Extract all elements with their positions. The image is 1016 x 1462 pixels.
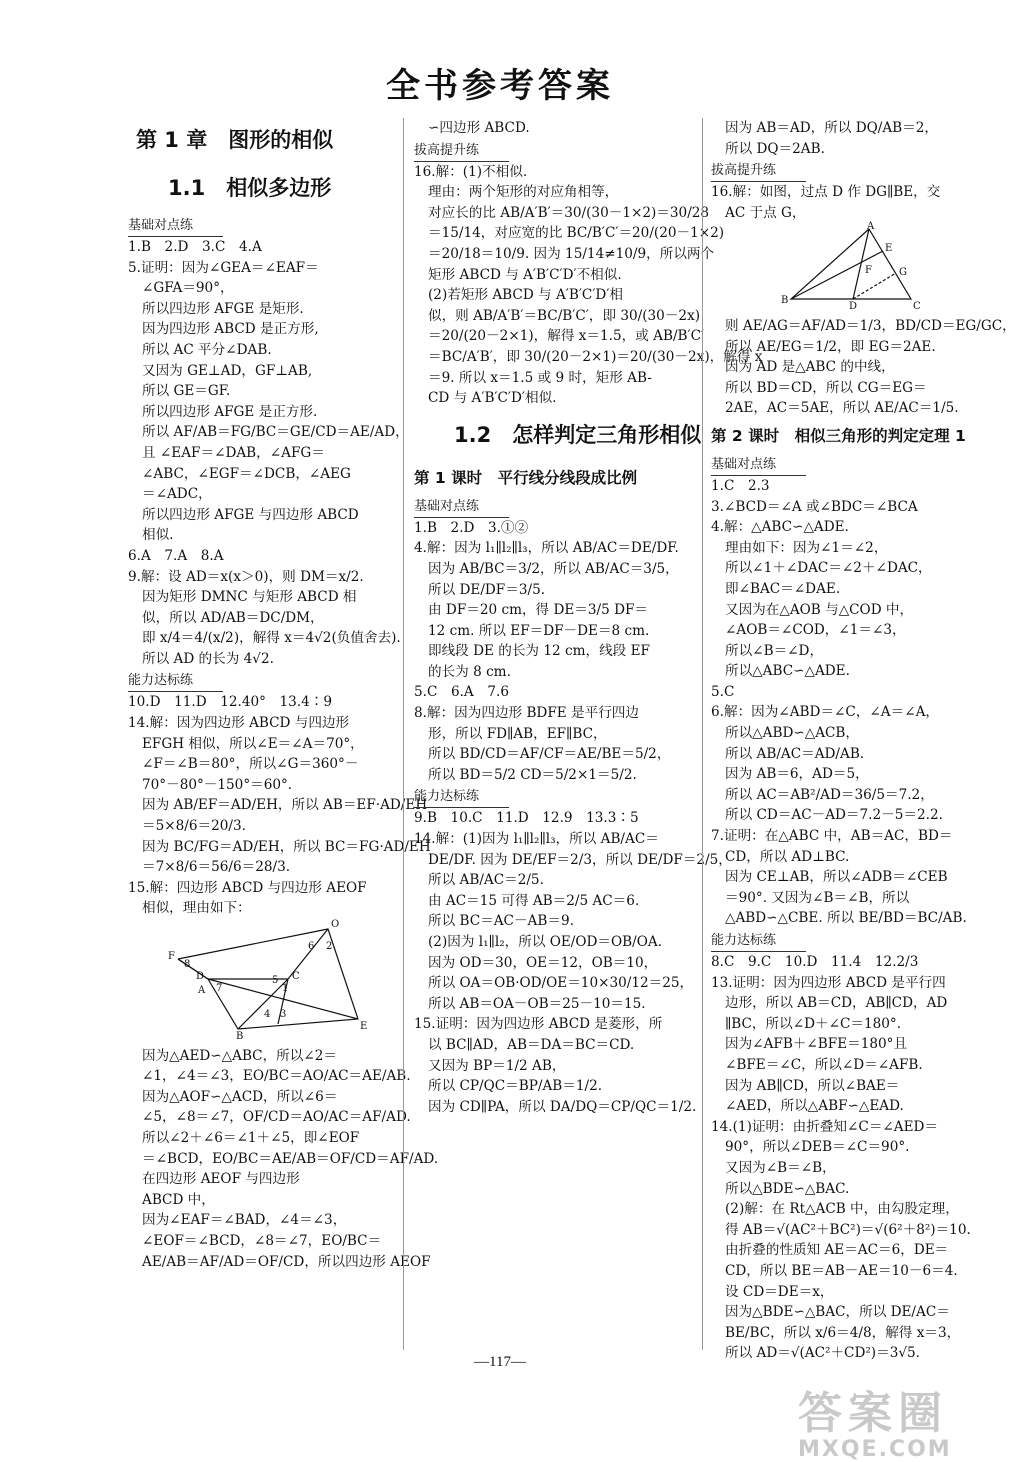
page-number: —117—: [474, 1354, 526, 1370]
triangle-figure: [781, 221, 931, 313]
answer-line: 6.解：因为∠ABD＝∠C，∠A＝∠A，: [711, 704, 940, 721]
watermark-logo: [798, 1390, 998, 1462]
answer-line: 1.C 2.3: [711, 477, 770, 494]
answer-line: ∠5，∠8＝∠7，OF/CD＝AO/AC＝AF/AD.: [142, 1109, 411, 1126]
quadrilateral-figure: [168, 919, 368, 1042]
answer-line: 的长为 8 cm.: [428, 663, 511, 680]
answer-line: ＝9. 所以 x＝1.5 或 9 时，矩形 AB-: [428, 369, 652, 386]
answer-line: 矩形 ABCD 与 A′B′C′D′不相似.: [428, 266, 622, 283]
answer-line: 所以 BD/CD＝AF/CF＝AE/BE＝5/2，: [428, 746, 671, 763]
subsection-heading: 基础对点练: [711, 455, 806, 476]
figure-label: B: [236, 1031, 244, 1042]
answer-line: 似，则 AB/A′B′＝BC/B′C′，即 30/(30－2x): [428, 307, 701, 324]
answer-line: 13.证明：因为四边形 ABCD 是平行四: [711, 974, 946, 991]
answer-line: 因为 AD 是△ABC 的中线，: [725, 359, 895, 376]
answer-line: 所以△ABC∽△ADE.: [725, 663, 850, 680]
answer-line: 14.(1)证明：由折叠知∠C＝∠AED＝: [711, 1118, 939, 1135]
answer-line: ∠AED，所以△ABF∽△EAD.: [725, 1098, 904, 1115]
answer-line: 似，所以 AD/AB＝DC/DM，: [142, 609, 324, 626]
figure: [711, 223, 989, 316]
answer-line: ∠1，∠4＝∠3，EO/BC＝AO/AC＝AE/AB.: [142, 1068, 411, 1085]
answer-line: 即 x/4＝4/(x/2)，解得 x＝4√2(负值舍去).: [142, 630, 401, 647]
answer-line: ABCD 中，: [142, 1191, 215, 1208]
figure-label: 2: [326, 941, 333, 952]
answer-line: 又因为在△AOB 与△COD 中，: [725, 601, 914, 618]
answer-line: 得 AB＝√(AC²＋BC²)＝√(6²＋8²)＝10.: [725, 1221, 971, 1238]
answer-line: EFGH 相似，所以∠E＝∠A＝70°，: [142, 735, 364, 752]
watermark-url: MXQE.COM: [798, 1437, 952, 1462]
answer-line: ∠AOB＝∠COD，∠1＝∠3，: [725, 622, 906, 639]
figure-label: 7: [216, 983, 223, 994]
answer-line: 对应长的比 AB/A′B′＝30/(30－1×2)＝30/28: [428, 204, 710, 221]
answer-line: 即线段 DE 的长为 12 cm，线段 EF: [428, 643, 650, 660]
answer-line: 相似.: [142, 527, 174, 544]
subsection-heading: 能力达标练: [414, 787, 509, 808]
lesson-heading: 第 1 课时 平行线分线段成比例: [414, 468, 638, 487]
answer-line: 16.解：(1)不相似.: [414, 163, 528, 180]
answer-line: 所以△BDE∽△BAC.: [725, 1180, 850, 1197]
answer-line: BE/BC，所以 x/6＝4/8，解得 x＝3，: [725, 1324, 961, 1341]
answer-line: 因为∠EAF＝∠BAD，∠4＝∠3，: [142, 1212, 347, 1229]
answer-line: △ABD∽△CBE. 所以 BE/BD＝BC/AB.: [725, 910, 967, 927]
answer-line: ＝∠BCD，EO/BC＝AE/AB＝OF/CD＝AF/AD.: [142, 1150, 439, 1167]
answer-line: 所以∠1＋∠DAC＝∠2＋∠DAC，: [725, 560, 932, 577]
answer-line: 设 CD＝DE＝x，: [725, 1283, 834, 1300]
figure-label: D: [196, 971, 205, 982]
figure-label: 3: [280, 1009, 287, 1020]
answer-line: ＝20/(20－2×1)，解得 x＝1.5，或 AB/B′C′: [428, 328, 705, 345]
answer-line: AE/AB＝AF/AD＝OF/CD，所以四边形 AEOF: [142, 1253, 431, 1270]
answer-line: (2)解：在 Rt△ACB 中，由勾股定理，: [725, 1201, 959, 1218]
figure-label: 1: [282, 983, 289, 994]
answer-line: 因为 CE⊥AB，所以∠ADB＝∠CEB: [725, 869, 948, 886]
answer-line: 90°，所以∠DEB＝∠C＝90°.: [725, 1139, 910, 1156]
answer-line: (2)若矩形 ABCD 与 A′B′C′D′相: [428, 287, 623, 304]
answer-line: 因为 AB/BC＝3/2，所以 AB/AC＝3/5，: [428, 560, 679, 577]
answer-line: 所以 CP/QC＝BP/AB＝1/2.: [428, 1078, 603, 1095]
answer-line: 因为△BDE∽△BAC，所以 DE/AC＝: [725, 1304, 950, 1321]
answer-line: 因为矩形 DMNC 与矩形 ABCD 相: [142, 589, 357, 606]
answer-line: ∠GFA＝90°，: [142, 280, 234, 297]
answer-line: 所以 OA＝OB·OD/OE＝10×30/12＝25，: [428, 975, 694, 992]
answer-line: 又因为 GE⊥AD，GF⊥AB,: [142, 362, 313, 379]
answer-line: 14.解：(1)因为 l₁∥l₂∥l₃，所以 AB/AC＝: [414, 831, 659, 848]
answer-line: 由 AC＝15 可得 AB＝2/5 AC＝6.: [428, 892, 640, 909]
answer-line: 所以 AE/EG＝1/2，即 EG＝2AE.: [725, 338, 936, 355]
figure-label: G: [899, 267, 907, 279]
figure-label: E: [885, 243, 893, 255]
answer-line: 7.证明：在△ABC 中，AB＝AC，BD＝: [711, 828, 953, 845]
answer-line: 理由如下：因为∠1＝∠2，: [725, 539, 888, 556]
subsection-heading: 能力达标练: [711, 931, 806, 952]
answer-line: 又因为∠B＝∠B，: [725, 1159, 836, 1176]
subsection-heading: 拔高提升练: [711, 161, 806, 182]
figure-label: B: [781, 295, 789, 307]
chapter-heading: 第 1 章 图形的相似: [136, 128, 334, 152]
answer-line: ＝20/18＝10/9. 因为 15/14≠10/9，所以两个: [428, 245, 715, 262]
answer-line: 5.C 6.A 7.6: [414, 684, 509, 701]
answer-line: 所以 GE＝GF.: [142, 383, 231, 400]
answer-line: 因为△AED∽△ABC，所以∠2＝: [142, 1047, 337, 1064]
answer-line: 理由：两个矩形的对应角相等，: [428, 184, 619, 201]
answer-line: 16.解：如图，过点 D 作 DG∥BE，交: [711, 184, 941, 201]
answer-line: 所以 DE/DF＝3/5.: [428, 581, 546, 598]
answer-line: 以 BC∥AD，AB＝DA＝BC＝CD.: [428, 1036, 635, 1053]
answer-line: 1.B 2.D 3.①②: [414, 519, 529, 536]
answer-line: ∽四边形 ABCD.: [428, 120, 530, 136]
answer-line: ∥BC，所以∠D＋∠C＝180°.: [725, 1015, 902, 1032]
answer-line: ∠F＝∠B＝80°，所以∠G＝360°－: [142, 756, 359, 773]
answer-line: 9.B 10.C 11.D 12.9 13.3∶5: [414, 810, 639, 827]
answer-line: 1.B 2.D 3.C 4.A: [128, 239, 262, 255]
answer-line: 因为 OD＝30，OE＝12，OB＝10，: [428, 954, 658, 971]
answer-line: 所以 CD＝AC－AD＝7.2－5＝2.2.: [725, 807, 943, 824]
answer-line: 2AE，AC＝5AE，所以 AE/AC＝1/5.: [725, 400, 959, 417]
answer-line: 5.证明：因为∠GEA＝∠EAF＝: [128, 259, 319, 276]
subsection-heading: 能力达标练: [128, 671, 223, 692]
subsection-heading: 拔高提升练: [414, 141, 509, 162]
answer-line: 由折叠的性质知 AE＝AC＝6，DE＝: [725, 1242, 949, 1259]
answer-line: ＝7×8/6＝56/6＝28/3.: [142, 859, 291, 876]
answer-line: 所以 AD＝√(AC²＋CD²)＝3√5.: [725, 1345, 920, 1362]
answer-line: 所以 BD＝5/2 CD＝5/2×1＝5/2.: [428, 766, 637, 783]
answer-line: 8.解：因为四边形 BDFE 是平行四边: [414, 705, 639, 722]
answer-line: 12 cm. 所以 EF＝DF－DE＝8 cm.: [428, 622, 650, 639]
figure-label: 8: [184, 959, 191, 970]
watermark-text: 答案圈: [798, 1388, 948, 1439]
answer-line: 所以四边形 AFGE 是正方形.: [142, 403, 318, 420]
answer-line: 4.解：因为 l₁∥l₂∥l₃，所以 AB/AC＝DE/DF.: [414, 540, 679, 557]
answer-line: 70°－80°－150°＝60°.: [142, 776, 293, 793]
answer-line: 6.A 7.A 8.A: [128, 547, 224, 564]
answer-line: ∠ABC，∠EGF＝∠DCB，∠AEG: [142, 465, 351, 482]
answer-line: 所以四边形 AFGE 是矩形.: [142, 300, 304, 317]
answer-line: 因为△AOF∽△ACD，所以∠6＝: [142, 1088, 338, 1105]
figure-label: A: [198, 985, 206, 996]
figure-label: 4: [264, 1009, 271, 1020]
answer-line: ＝5×8/6＝20/3.: [142, 818, 246, 835]
section-heading: 1.1 相似多边形: [168, 176, 332, 200]
column-3: [711, 118, 1016, 1364]
answer-line: 所以∠2＋∠6＝∠1＋∠5，即∠EOF: [142, 1129, 360, 1146]
answer-line: 8.C 9.C 10.D 11.4 12.2/3: [711, 954, 919, 970]
answer-line: 相似，理由如下：: [142, 900, 251, 917]
column-divider: [702, 118, 703, 1350]
answer-line: 且 ∠EAF＝∠DAB，∠AFG＝: [142, 444, 325, 461]
answer-line: 所以四边形 AFGE 与四边形 ABCD: [142, 506, 359, 523]
answer-line: 在四边形 AEOF 与四边形: [142, 1171, 300, 1188]
figure-label: F: [865, 265, 872, 277]
answer-line: 3.∠BCD＝∠A 或∠BDC＝∠BCA: [711, 498, 918, 515]
answer-line: 15.解：四边形 ABCD 与四边形 AEOF: [128, 879, 367, 896]
answer-line: ＝90°. 又因为∠B＝∠B，所以: [725, 889, 910, 906]
answer-line: 形，所以 FD∥AB，EF∥BC，: [428, 725, 607, 742]
answer-line: 边形，所以 AB＝CD，AB∥CD，AD: [725, 995, 948, 1012]
answer-line: CD 与 A′B′C′D′相似.: [428, 390, 557, 407]
answer-line: 因为四边形 ABCD 是正方形,: [142, 321, 319, 338]
answer-line: 所以△ABD∽△ACB，: [725, 725, 859, 742]
answer-line: CD，所以 AD⊥BC.: [725, 848, 850, 865]
answer-line: 所以 AB＝OA－OB＝25－10＝15.: [428, 995, 646, 1012]
answer-line: 因为 AB∥CD，所以∠BAE＝: [725, 1077, 900, 1094]
column-1: [128, 118, 439, 1272]
lesson-heading: 第 2 课时 相似三角形的判定定理 1: [711, 426, 966, 445]
answer-line: 因为 AB/EF＝AD/EH，所以 AB＝EF·AD/EH: [142, 797, 428, 814]
subsection-heading: 基础对点练: [414, 497, 509, 518]
answer-line: 10.D 11.D 12.40° 13.4∶9: [128, 694, 333, 711]
answer-line: 15.证明：因为四边形 ABCD 是菱形，所: [414, 1016, 663, 1033]
answer-line: 又因为 BP＝1/2 AB，: [428, 1057, 566, 1074]
answer-line: 所以 AC＝AB²/AD＝36/5＝7.2，: [725, 786, 934, 803]
answer-line: (2)因为 l₁∥l₂，所以 OE/OD＝OB/OA.: [428, 934, 663, 950]
figure-label: 6: [308, 941, 315, 952]
answer-line: ∠BFE＝∠C，所以∠D＝∠AFB.: [725, 1056, 923, 1073]
figure-label: A: [867, 221, 875, 233]
figure-label: C: [913, 301, 921, 313]
answer-line: 因为∠AFB＋∠BFE＝180°且: [725, 1036, 908, 1053]
figure-label: D: [849, 301, 858, 313]
figure-label: F: [168, 951, 175, 962]
answer-line: 14.解：因为四边形 ABCD 与四边形: [128, 715, 350, 732]
answer-line: AC 于点 G，: [725, 204, 806, 221]
answer-line: 因为 CD∥PA，所以 DA/DQ＝CP/QC＝1/2.: [428, 1098, 697, 1115]
figure-label: E: [360, 1021, 368, 1032]
answer-line: 所以 AB/AC＝2/5.: [428, 872, 544, 889]
answer-line: ＝∠ADC，: [142, 486, 212, 503]
answer-line: 因为 AB＝6，AD＝5，: [725, 766, 869, 783]
answer-line: ∠EOF＝∠BCD，∠8＝∠7，EO/BC＝: [142, 1232, 382, 1249]
figure-label: 5: [272, 975, 279, 986]
answer-line: 所以 AB/AC＝AD/AB.: [725, 745, 865, 762]
answer-line: CD，所以 BE＝AB－AE＝10－6＝4.: [725, 1262, 958, 1279]
answer-line: 则 AE/AG＝AF/AD＝1/3，BD/CD＝EG/GC，: [725, 317, 1016, 334]
answer-line: 所以 AD 的长为 4√2.: [142, 650, 274, 667]
answer-line: 由 DF＝20 cm，得 DE＝3/5 DF＝: [428, 602, 649, 619]
answer-line: 所以 AC 平分∠DAB.: [142, 341, 272, 358]
page-title: 全书参考答案: [386, 66, 614, 106]
answer-line: 所以 DQ＝2AB.: [725, 140, 825, 157]
answer-line: 所以∠B＝∠D，: [725, 642, 824, 659]
figure: [128, 919, 392, 1046]
figure-label: C: [292, 971, 300, 982]
figure-label: O: [331, 919, 340, 930]
answer-line: DE/DF. 因为 DE/EF＝2/3，所以 DE/DF＝2/5，: [428, 851, 732, 868]
answer-line: 9.解：设 AD＝x(x＞0)，则 DM＝x/2.: [128, 568, 364, 585]
section-heading: 1.2 怎样判定三角形相似: [454, 422, 702, 447]
answer-line: 因为 BC/FG＝AD/EH，所以 BC＝FG·AD/EH: [142, 838, 431, 855]
answer-line: 所以 BC＝AC－AB＝9.: [428, 913, 574, 930]
answer-line: ＝15/14，对应宽的比 BC/B′C′＝20/(20－1×2): [428, 225, 725, 242]
answer-line: 即∠BAC＝∠DAE.: [725, 580, 841, 597]
answer-line: 所以 AF/AB＝FG/BC＝GE/CD＝AE/AD，: [142, 424, 409, 441]
answer-line: 所以 BD＝CD，所以 CG＝EG＝: [725, 379, 927, 396]
answer-line: 4.解：△ABC∽△ADE.: [711, 519, 849, 536]
subsection-heading: 基础对点练: [128, 216, 223, 237]
answer-line: 因为 AB＝AD，所以 DQ/AB＝2，: [725, 120, 938, 136]
answer-line: ＝BC/A′B′，即 30/(20－2×1)＝20/(30－2x)，解得 x: [428, 348, 763, 365]
answer-line: 5.C: [711, 683, 735, 700]
column-divider: [403, 118, 404, 1350]
